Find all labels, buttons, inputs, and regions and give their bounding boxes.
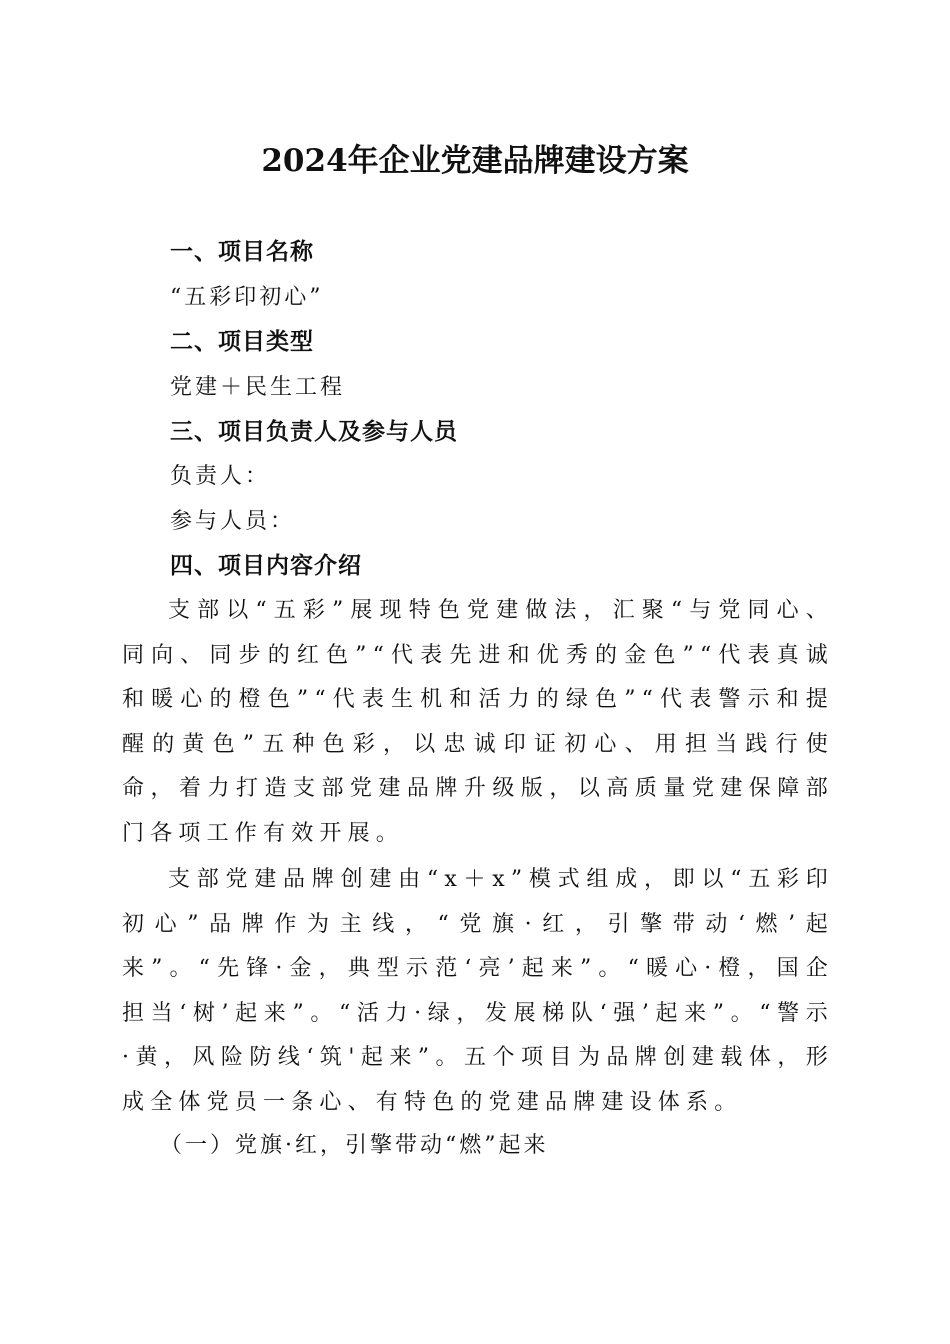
project-type-value: 党建＋民生工程: [170, 375, 346, 400]
project-name-value: “五彩印初心”: [170, 285, 324, 310]
section-heading-personnel: 三、项目负责人及参与人员: [170, 419, 458, 445]
document-title: 2024年企业党建品牌建设方案: [261, 143, 689, 179]
section-heading-project-type: 二、项目类型: [170, 329, 314, 355]
section-heading-project-intro: 四、项目内容介绍: [170, 553, 362, 579]
participants-label: 参与人员：: [170, 509, 296, 534]
section-heading-project-name: 一、项目名称: [170, 239, 314, 265]
intro-paragraph-1: 支部以“五彩”展现特色党建做法，汇聚“与党同心、同向、同步的红色”“代表先进和优秀的金色”“代表真诚和暖心的橙色”“代表生机和活力的绿色”“代表警示和提醒的黄色”五种色彩，以忠诚印证初心、用担当践行使命，着力打造支部党建品牌升级版，以高质量党建保障部门各项工作有效开展。: [122, 598, 834, 846]
subsection-heading: （一）党旗·红，引擎带动“燃”起来: [160, 1133, 549, 1158]
intro-paragraph-2: 支部党建品牌创建由“x＋x”模式组成，即以“五彩印初心”品牌作为主线，“党旗·红，引擎带动‘燃’起来”。“先锋·金，典型示范‘亮’起来”。“暖心·橙，国企担当‘树’起来”。“活力·绿，发展梯队‘强’起来”。“警示·黄，风险防线‘筑'起来”。五个项目为品牌创建载体，形成全体党员一条心、有特色的党建品牌建设体系。: [122, 867, 834, 1115]
person-in-charge-label: 负责人：: [170, 464, 271, 489]
